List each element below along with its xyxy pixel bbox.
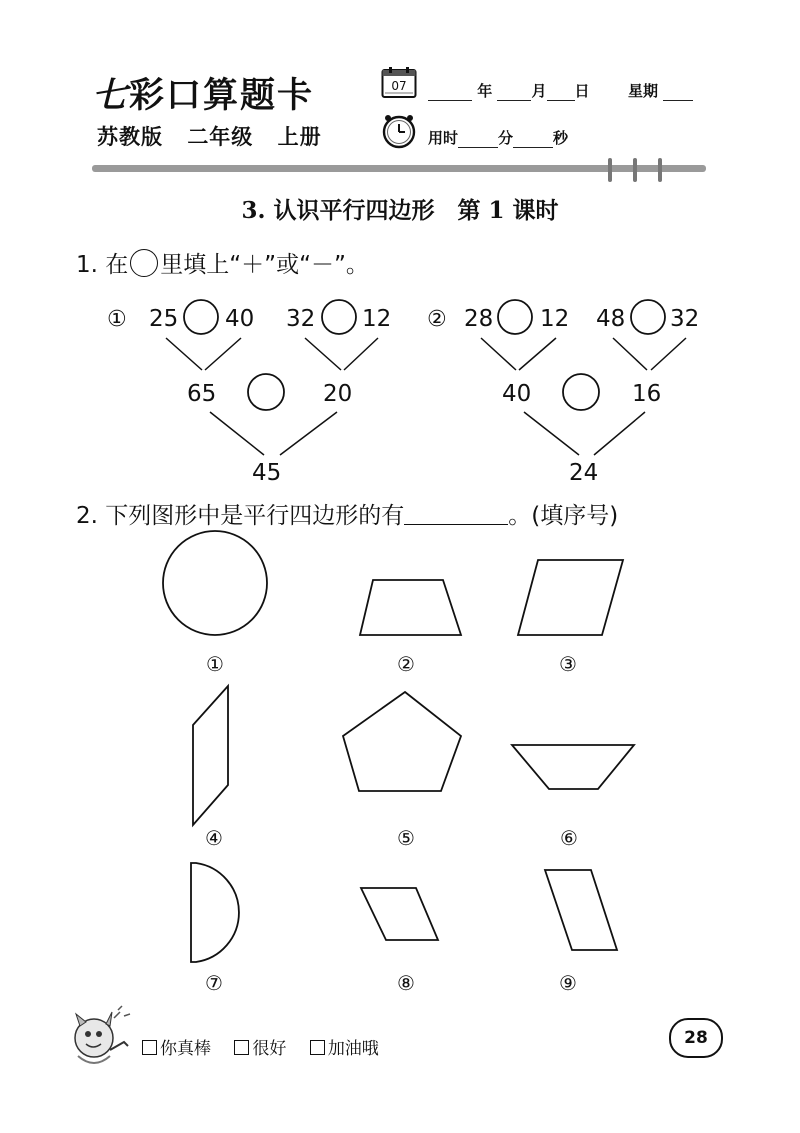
checkbox-icon[interactable] <box>234 1040 249 1055</box>
answer-circle[interactable] <box>184 300 218 334</box>
operand: 25 <box>149 306 179 332</box>
subtotal: 40 <box>502 381 532 407</box>
date-fields <box>428 80 693 101</box>
shape-label: ⑧ <box>397 971 415 995</box>
question-1-number: 1. <box>76 252 98 278</box>
rating-option-3[interactable]: 加油哦 <box>310 1039 379 1059</box>
shape-trapezoid <box>360 580 461 635</box>
month-label: 月 <box>531 82 547 100</box>
shape-parallelogram <box>545 870 617 950</box>
result: 24 <box>569 460 599 486</box>
shape-semicircle <box>191 863 239 962</box>
calendar-day: 07 <box>391 79 407 93</box>
shape-label: ⑤ <box>397 826 415 850</box>
shape-label: ② <box>397 652 415 676</box>
brand-title <box>92 68 314 118</box>
shape-parallelogram <box>518 560 623 635</box>
question-2-number: 2. <box>76 503 98 529</box>
group-marker: ① <box>107 307 127 332</box>
clock-icon <box>381 113 417 149</box>
volume-label: 上册 <box>277 125 322 149</box>
answer-circle[interactable] <box>322 300 356 334</box>
subtotal: 20 <box>323 381 353 407</box>
rating-options <box>142 1034 397 1059</box>
minute-label: 分 <box>498 129 514 147</box>
answer-circle[interactable] <box>248 374 284 410</box>
answer-blank[interactable] <box>404 504 508 525</box>
result: 45 <box>252 460 282 486</box>
answer-circle[interactable] <box>631 300 665 334</box>
month-blank[interactable] <box>497 86 531 101</box>
shapes-grid <box>0 525 800 995</box>
operand: 32 <box>286 306 316 332</box>
operand: 12 <box>540 306 570 332</box>
shape-label: ⑨ <box>559 971 577 995</box>
mascot-icon <box>64 1004 134 1074</box>
tree-group-1 <box>107 300 391 486</box>
shape-parallelogram <box>361 888 438 940</box>
shape-label: ③ <box>559 652 577 676</box>
shape-label: ① <box>206 652 224 676</box>
answer-circle[interactable] <box>498 300 532 334</box>
second-label: 秒 <box>553 129 569 147</box>
page-number: 28 <box>669 1018 723 1058</box>
operand: 12 <box>362 306 392 332</box>
rating-option-1[interactable]: 你真棒 <box>142 1039 211 1059</box>
shape-pentagon <box>343 692 461 791</box>
weekday-label: 星期 <box>627 82 658 100</box>
brand-first-char: 七 <box>92 75 130 116</box>
operand: 32 <box>670 306 700 332</box>
shape-label: ④ <box>205 826 223 850</box>
lesson-title: 3. 认识平行四边形 第 1 课时 <box>241 197 559 224</box>
checkbox-icon[interactable] <box>310 1040 325 1055</box>
answer-circle[interactable] <box>563 374 599 410</box>
question-1-text-after: 里填上“＋”或“－”。 <box>160 252 369 278</box>
tree-group-2 <box>427 300 699 486</box>
edition-label: 苏教版 <box>97 125 163 149</box>
day-blank[interactable] <box>547 86 575 101</box>
operand: 28 <box>464 306 494 332</box>
shape-trapezoid <box>512 745 634 789</box>
weekday-blank[interactable] <box>663 86 693 101</box>
divider-pins <box>600 156 670 184</box>
shape-label: ⑥ <box>560 826 578 850</box>
calculation-trees <box>0 290 800 490</box>
grade-label: 二年级 <box>187 125 254 149</box>
operand: 40 <box>225 306 255 332</box>
subtotal: 16 <box>632 381 662 407</box>
shape-parallelogram <box>193 686 228 825</box>
operand: 48 <box>596 306 626 332</box>
second-blank[interactable] <box>513 133 553 148</box>
circle-icon <box>130 249 158 277</box>
question-1-text-before: 在 <box>105 252 129 278</box>
shape-circle <box>163 531 267 635</box>
day-label: 日 <box>574 82 590 100</box>
minute-blank[interactable] <box>458 133 498 148</box>
group-marker: ② <box>427 307 447 332</box>
edition-line <box>97 121 338 151</box>
subtotal: 65 <box>187 381 217 407</box>
rating-option-2[interactable]: 很好 <box>234 1039 286 1059</box>
checkbox-icon[interactable] <box>142 1040 157 1055</box>
question-2-text-before: 下列图形中是平行四边形的有 <box>105 503 405 529</box>
question-1-prompt <box>76 246 369 279</box>
year-blank[interactable] <box>428 86 472 101</box>
year-label: 年 <box>477 82 493 100</box>
question-2-text-after: 。(填序号) <box>508 503 619 529</box>
time-fields <box>428 127 568 148</box>
brand-rest: 彩口算题卡 <box>129 75 315 116</box>
calendar-icon <box>381 66 417 99</box>
shape-label: ⑦ <box>205 971 223 995</box>
time-used-label: 用时 <box>428 129 459 147</box>
